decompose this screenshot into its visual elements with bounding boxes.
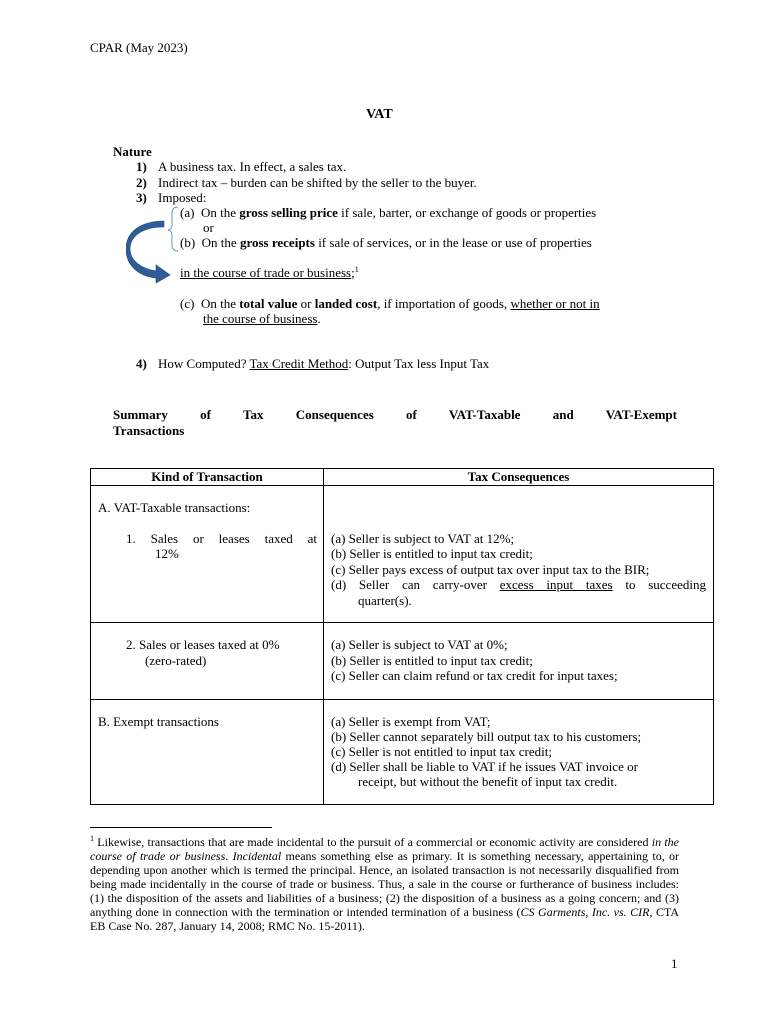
course-of-trade-line [180,265,359,280]
course-of-trade-semicolon: ; [351,265,355,280]
row1-item-b: (b) Seller is entitled to input tax credit; [331,546,533,561]
imposed-b [180,235,592,250]
imposed-a-pre: On the [200,205,240,220]
table-row [91,623,714,700]
imposed-c-post: , if importation of goods, [377,296,511,311]
footnote-i1: in the course of trade or business [90,835,680,863]
imposed-a-bold: gross selling price [239,205,338,220]
table-row [91,700,714,805]
imposed-c-under2: the course of business [203,311,318,326]
imposed-c-label: (c) [180,296,195,311]
col-kind-of-transaction: Kind of Transaction [91,469,324,486]
row3-kind-cell [91,700,324,805]
nature-item-3-text: Imposed: [158,190,207,205]
footnote-ref: 1 [354,265,359,274]
row2-label-2: (zero-rated) [145,653,207,668]
row3-item-c: (c) Seller is not entitled to input tax credit; [331,744,552,759]
row3-item-d-cont: receipt, but without the benefit of input tax credit. [358,774,618,789]
footnote-mark: 1 [90,834,94,843]
row2-item-c: (c) Seller can claim refund or tax credit for input taxes; [331,668,618,683]
nature-item-1-text: A business tax. In effect, a sales tax. [158,159,347,174]
nature-item-1-num: 1) [136,159,147,174]
row1-d-post: to succeeding [612,577,706,592]
row2-label-1: 2. Sales or leases taxed at 0% [126,637,280,652]
row1-label-1: 1. Sales or leases taxed at [126,531,317,546]
imposed-b-label: (b) [180,235,196,250]
curved-arrow-icon [126,205,186,285]
row1-d-pre: (d) Seller can carry-over [331,577,500,592]
item4-pre: How Computed? [158,356,250,371]
row3-item-a: (a) Seller is exempt from VAT; [331,714,491,729]
imposed-c-bold1: total value [239,296,298,311]
footnote-t1: Likewise, transactions that are made incidental to the pursuit of a commercial or economic activity are considered [94,835,652,849]
imposed-c-bold2: landed cost [314,296,378,311]
row1-consequence-cell [324,486,714,623]
page-title: VAT [366,107,393,122]
imposed-b-bold: gross receipts [239,235,315,250]
row2-item-a: (a) Seller is subject to VAT at 0%; [331,637,508,652]
row2-consequence-cell [324,623,714,700]
course-of-trade-text: in the course of trade or business [180,265,352,280]
row1-item-c: (c) Seller pays excess of output tax over input tax to the BIR; [331,562,650,577]
footnote-i3: CS Garments, Inc. vs. CIR [520,905,650,919]
row1-label-2: 12% [155,546,179,561]
footnote-t4: , CTA EB Case No. 287, January 14, 2008; RMC No. 15-2011). [90,905,679,933]
row3-consequence-cell [324,700,714,805]
footnote-i2: Incidental [232,849,282,863]
footnote-t2: . [225,849,233,863]
imposed-c-end: . [317,311,321,326]
nature-item-2-num: 2) [136,175,147,190]
nature-item-4-text [158,356,489,371]
row2-item-b: (b) Seller is entitled to input tax credit; [331,653,533,668]
nature-heading: Nature [113,144,152,159]
item4-post: : Output Tax less Input Tax [348,356,490,371]
imposed-or: or [203,220,214,235]
tax-consequences-table [90,468,714,805]
row2-kind-cell [91,623,324,700]
page-header: CPAR (May 2023) [90,40,188,55]
imposed-c [180,296,600,311]
summary-heading-line1: Summary of Tax Consequences of VAT-Taxable and VAT-Exempt [113,407,677,422]
row1-d-under: excess input taxes [499,577,613,592]
imposed-c-under1: whether or not in [510,296,600,311]
row1-item-d-cont: quarter(s). [358,593,412,608]
summary-heading-line2: Transactions [113,423,185,438]
row3-item-d: (d) Seller shall be liable to VAT if he issues VAT invoice or [331,759,638,774]
taxable-heading: A. VAT-Taxable transactions: [98,500,251,515]
col-tax-consequences: Tax Consequences [324,469,714,486]
imposed-c-cont [203,311,321,326]
imposed-b-pre: On the [201,235,240,250]
imposed-a-label: (a) [180,205,195,220]
row3-item-b: (b) Seller cannot separately bill output tax to his customers; [331,729,642,744]
row3-label: B. Exempt transactions [98,714,219,729]
imposed-a-post: if sale, barter, or exchange of goods or properties [337,205,597,220]
table-row [91,486,714,623]
footnote-t3: means something else as primary. It is something necessary, appertaining to, or depending upon another which is termed the principal. Hence, an isolated transaction is not necessarily disqualified from being made incidentally in the course of trade or business. Thus, a sale in the course or furtherance of business includes: (1) the disposition of the assets and liabilities of a business; (2) the disposition of a business as a going concern; and (3) anything done in connection with the termination or intended termination of a business ( [90,849,680,919]
nature-item-3-num: 3) [136,190,147,205]
row1-item-a: (a) Seller is subject to VAT at 12%; [331,531,515,546]
row1-item-d [331,577,706,592]
imposed-c-mid: or [297,296,315,311]
page-number: 1 [671,956,678,971]
nature-item-4-num: 4) [136,356,147,371]
item4-method: Tax Credit Method [249,356,349,371]
imposed-a [180,205,596,220]
nature-item-2-text: Indirect tax – burden can be shifted by the seller to the buyer. [158,175,477,190]
table-header-row [91,469,714,486]
footnote-text [90,835,679,933]
imposed-b-post: if sale of services, or in the lease or use of properties [314,235,592,250]
imposed-c-pre: On the [200,296,240,311]
row1-kind-cell [91,486,324,623]
footnote-rule [90,827,272,828]
